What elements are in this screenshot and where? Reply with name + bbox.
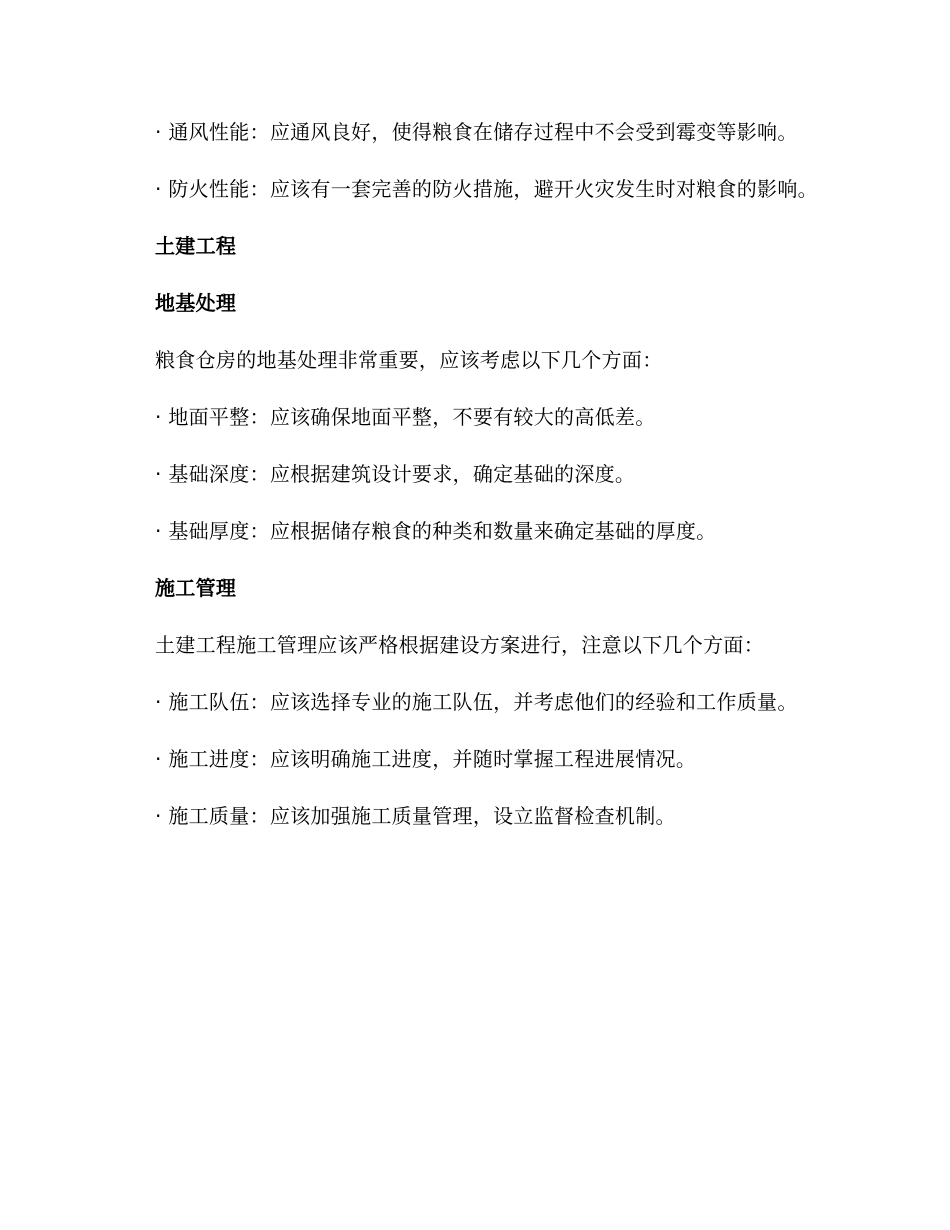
document-body <box>112 110 828 851</box>
management-intro: 土建工程施工管理应该严格根据建设方案进行，注意以下几个方面： <box>155 633 764 657</box>
bullet-ground-level: · 地面平整：应该确保地面平整，不要有较大的高低差。 <box>155 405 656 429</box>
bullet-ventilation: · 通风性能：应通风良好，使得粮食在储存过程中不会受到霉变等影响。 <box>155 120 798 144</box>
subsection-heading-construction-management: 施工管理 <box>155 576 237 600</box>
bullet-construction-quality: · 施工质量：应该加强施工质量管理，设立监督检查机制。 <box>155 804 676 828</box>
bullet-construction-progress: · 施工进度：应该明确施工进度，并随时掌握工程进展情况。 <box>155 747 697 771</box>
bullet-foundation-thickness: · 基础厚度：应根据储存粮食的种类和数量来确定基础的厚度。 <box>155 519 717 543</box>
bullet-fire-protection: · 防火性能：应该有一套完善的防火措施，避开火灾发生时对粮食的影响。 <box>155 177 818 201</box>
foundation-intro: 粮食仓房的地基处理非常重要，应该考虑以下几个方面： <box>155 348 663 372</box>
section-heading-civil-engineering: 土建工程 <box>155 234 237 258</box>
bullet-foundation-depth: · 基础深度：应根据建筑设计要求，确定基础的深度。 <box>155 462 636 486</box>
subsection-heading-foundation: 地基处理 <box>155 291 237 315</box>
bullet-construction-team: · 施工队伍：应该选择专业的施工队伍，并考虑他们的经验和工作质量。 <box>155 690 798 714</box>
